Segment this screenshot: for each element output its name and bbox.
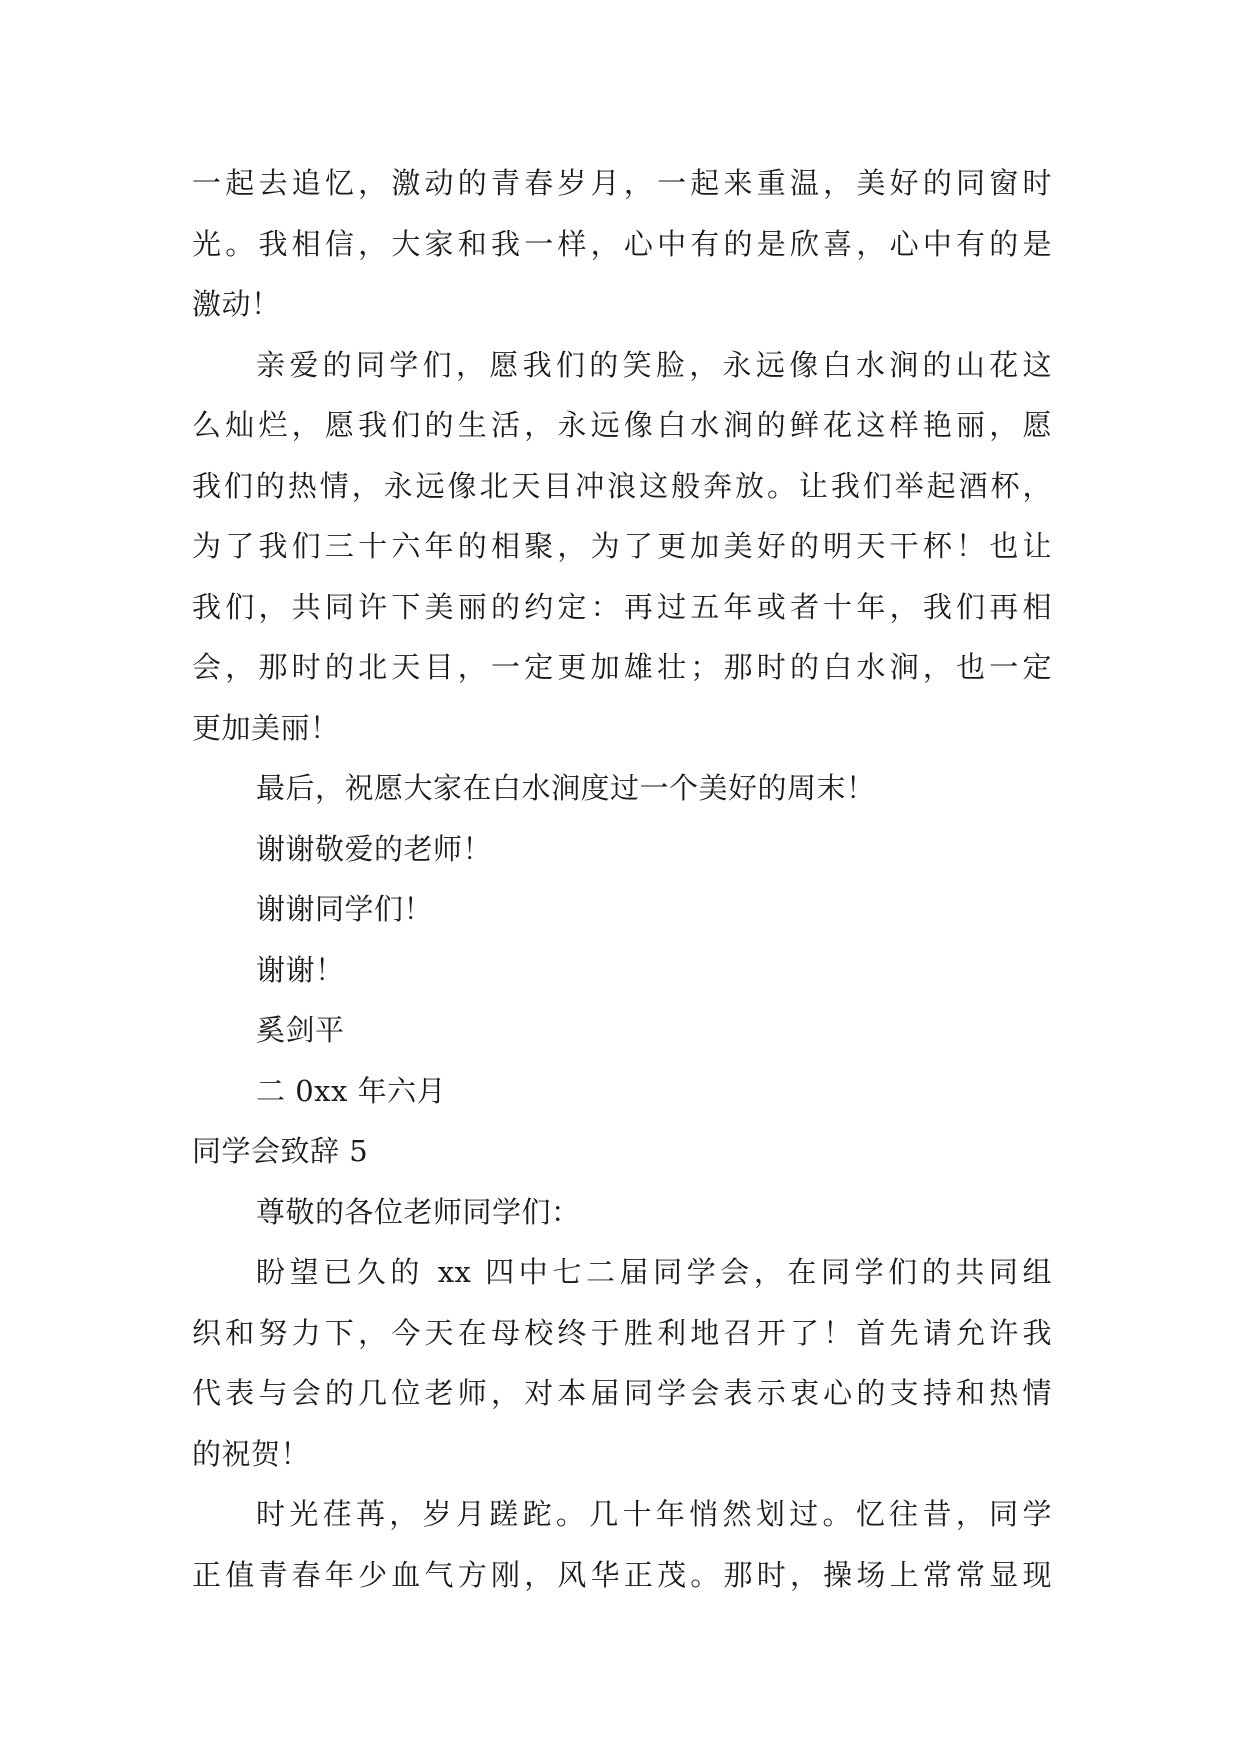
paragraph bbox=[192, 1242, 1052, 1484]
thanks-line: 谢谢！ bbox=[256, 952, 345, 987]
text-line: 光。我相信，大家和我一样，心中有的是欣喜，心中有的是 bbox=[192, 226, 1052, 261]
text-line: 一起去追忆，激动的青春岁月，一起来重温，美好的同窗时 bbox=[192, 166, 1052, 200]
salutation: 尊敬的各位老师同学们： bbox=[256, 1194, 581, 1229]
text-line: 盼望已久的 xx 四中七二届同学会，在同学们的共同组 bbox=[256, 1255, 1052, 1289]
text-line: 么灿烂，愿我们的生活，永远像白水涧的鲜花这样艳丽，愿 bbox=[192, 408, 1052, 442]
text-line: 会，那时的北天目，一定更加雄壮；那时的白水涧，也一定 bbox=[192, 650, 1052, 684]
text-line: 我们的热情，永远像北天目冲浪这般奔放。让我们举起酒杯， bbox=[192, 468, 1052, 503]
text-line: 的祝贺！ bbox=[192, 1436, 311, 1471]
thanks-line: 谢谢同学们！ bbox=[256, 892, 434, 926]
signature-name: 奚剑平 bbox=[256, 1013, 345, 1047]
text-line: 织和努力下，今天在母校终于胜利地召开了！首先请允许我 bbox=[192, 1315, 1052, 1350]
section-heading: 同学会致辞 5 bbox=[192, 1134, 369, 1168]
text-line: 更加美丽！ bbox=[192, 710, 340, 745]
text-line: 正值青春年少血气方刚，风华正茂。那时，操场上常常显现 bbox=[192, 1557, 1052, 1592]
text-line: 时光荏苒，岁月蹉跎。几十年悄然划过。忆往昔，同学 bbox=[256, 1497, 1052, 1531]
document-body bbox=[192, 153, 1052, 1605]
text-line: 亲爱的同学们，愿我们的笑脸，永远像白水涧的山花这 bbox=[256, 347, 1052, 382]
text-line: 激动！ bbox=[192, 287, 281, 321]
closing-line: 最后，祝愿大家在白水涧度过一个美好的周末！ bbox=[256, 771, 876, 805]
text-line: 为了我们三十六年的相聚，为了更加美好的明天干杯！也让 bbox=[192, 529, 1052, 563]
signature-date: 二 0xx 年六月 bbox=[256, 1073, 447, 1108]
text-line: 代表与会的几位老师，对本届同学会表示衷心的支持和热情 bbox=[192, 1376, 1052, 1410]
paragraph bbox=[192, 335, 1052, 759]
paragraph bbox=[192, 153, 1052, 335]
text-line: 我们，共同许下美丽的约定：再过五年或者十年，我们再相 bbox=[192, 589, 1052, 624]
paragraph bbox=[192, 1484, 1052, 1605]
thanks-line: 谢谢敬爱的老师！ bbox=[256, 831, 493, 866]
